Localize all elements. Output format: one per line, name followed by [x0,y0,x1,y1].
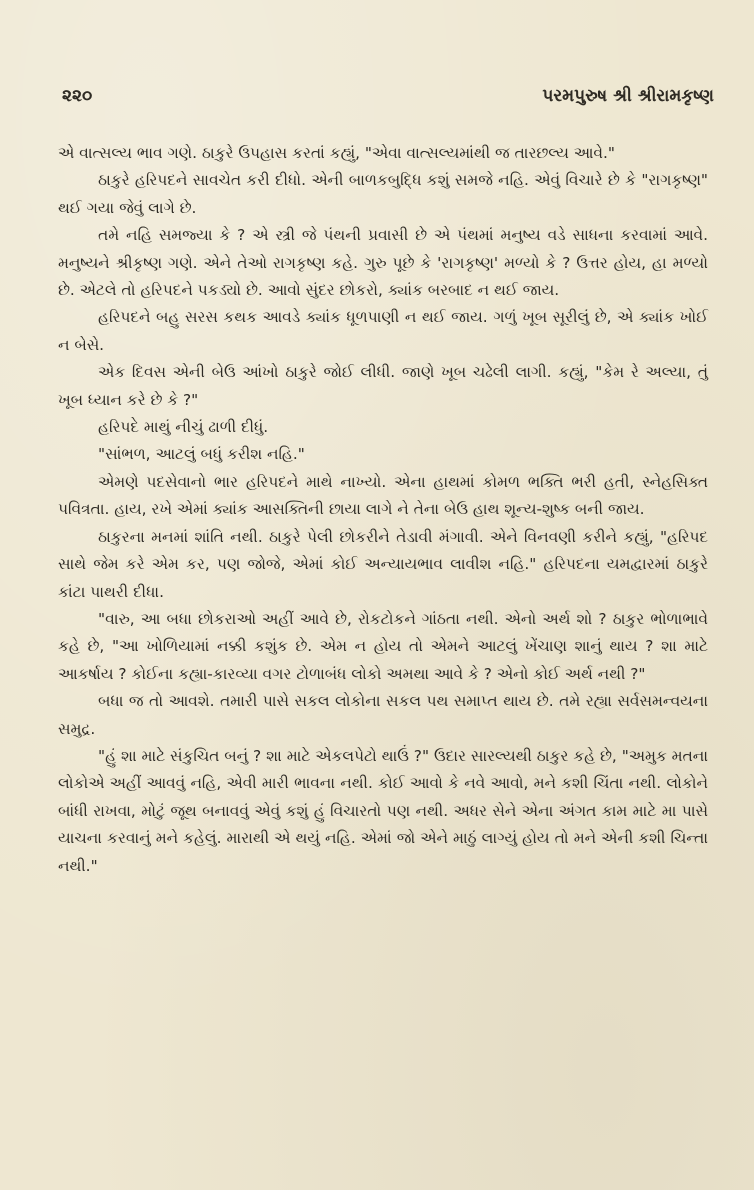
page-number: ૨૨૦ [62,86,93,106]
paragraph: ઠાકુરના મનમાં શાંતિ નથી. ઠાકુરે પેલી છોકરીને તેડાવી મંગાવી. એને વિનવણી કરીને કહ્યું, "હરિપદ સાથે જેમ કરે એમ કર, પણ જોજે, એમાં કોઈ અન્યાયભાવ લાવીશ નહિ." હરિપદના યમદ્વારમાં ઠાકુરે કાંટા પાથરી દીધા. [58,527,708,601]
page-header [62,86,714,116]
paragraph: હરિપદે માથું નીચું ઢાળી દીધું. [98,418,269,437]
paragraph: "હું શા માટે સંકુચિત બનું ? શા માટે એકલપેટો થાઉં ?" ઉદાર સારલ્યથી ઠાકુર કહે છે, "અમુક મતના લોકોએ અહીં આવવું નહિ, એવી મારી ભાવના નથી. કોઈ આવો કે નવે આવો, મને કશી ચિંતા નથી. લોકોને બાંધી રાખવા, મોટું જૂથ બનાવવું એવું કશું હું વિચારતો પણ નથી. અધર સેને એના અંગત કામ માટે મા પાસે યાચના કરવાનું મને કહેલું. મારાથી એ થયું નહિ. એમાં જો એને માઠું લાગ્યું હોય તો મને એની કશી ચિન્તા નથી." [58,746,708,875]
paragraph: ઠાકુરે હરિપદને સાવચેત કરી દીધો. એની બાળકબુદ્ધિ કશું સમજે નહિ. એવું વિચારે છે કે "રાગકૃષ્ણ" થઈ ગયા જેવું લાગે છે. [58,171,708,217]
paragraph: એ વાત્સલ્ય ભાવ ગણે. ઠાકુરે ઉપહાસ કરતાં કહ્યું, "એવા વાત્સલ્યમાંથી જ તારછલ્ય આવે." [58,144,615,162]
paragraph: એક દિવસ એની બેઉ આંખો ઠાકુરે જોઈ લીધી. જાણે ખૂબ ચઢેલી લાગી. કહ્યું, "કેમ રે અલ્યા, તું ખૂબ ધ્યાન કરે છે કે ?" [58,363,708,409]
paragraph: "વારુ, આ બધા છોકરાઓ અહીં આવે છે, રોકટોકને ગાંઠતા નથી. એનો અર્થ શો ? ઠાકુર ભોળાભાવે કહે છે, "આ ખોળિયામાં નક્કી કશુંક છે. એમ ન હોય તો એમને આટલું ખેંચાણ શાનું થાય ? શા માટે આકર્ષાય ? કોઈના કહ્યા-કારવ્યા વગર ટોળાબંધ લોકો અમથા આવે કે ? એનો કોઈ અર્થ નથી ?" [58,609,708,683]
paragraph: તમે નહિ સમજ્યા કે ? એ સ્ત્રી જે પંથની પ્રવાસી છે એ પંથમાં મનુષ્ય વડે સાધના કરવામાં આવે. મનુષ્યને શ્રીકૃષ્ણ ગણે. એને તેઓ રાગકૃષ્ણ કહે. ગુરુ પૂછે કે 'રાગકૃષ્ણ' મળ્યો કે ? ઉત્તર હોય, હા મળ્યો છે. એટલે તો હરિપદને પકડ્યો છે. આવો સુંદર છોકરો, ક્યાંક બરબાદ ન થઈ જાય. [58,226,708,300]
running-title: પરમપુરુષ શ્રી શ્રીરામકૃષ્ણ [542,86,714,106]
paragraph: "સાંભળ, આટલું બધું કરીશ નહિ." [98,445,305,464]
paragraph: એમણે પદસેવાનો ભાર હરિપદને માથે નાખ્યો. એના હાથમાં કોમળ ભક્તિ ભરી હતી, સ્નેહસિક્ત પવિત્રતા. હાય, રખે એમાં ક્યાંક આસક્તિની છાયા લાગે ને તેના બેઉ હાથ શૂન્ય-શુષ્ક બની જાય. [58,472,708,519]
paragraph: બધા જ તો આવશે. તમારી પાસે સકલ લોકોના સકલ પથ સમાપ્ત થાય છે. તમે રહ્યા સર્વસમન્વયના સમુદ્ર. [58,692,708,738]
paragraph: હરિપદને બહુ સરસ કથક આવડે ક્યાંક ધૂળપાણી ન થઈ જાય. ગળું ખૂબ સૂરીલું છે, એ ક્યાંક ખોઈ ન બેસે. [58,308,708,354]
body-text [58,140,708,880]
